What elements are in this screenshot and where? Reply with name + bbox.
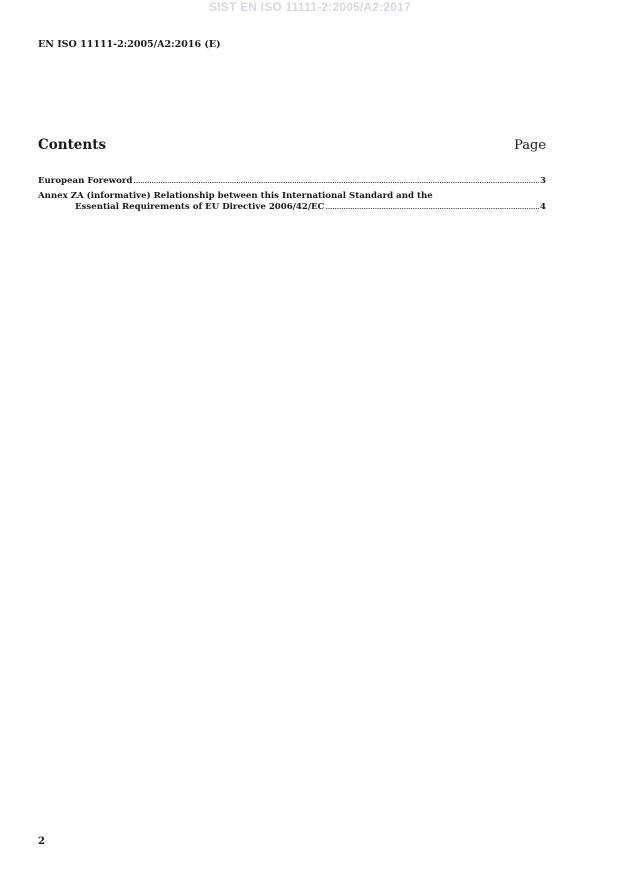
- toc-entry-title-line1: Annex ZA (informative) Relationship between this International Standard and the: [38, 191, 433, 201]
- contents-title: Contents: [38, 137, 107, 153]
- page-column-label: Page: [514, 138, 546, 153]
- toc-entry-european-foreword[interactable]: [38, 176, 546, 187]
- watermark: SIST EN ISO 11111-2:2005/A2:2017: [209, 0, 411, 14]
- toc-entry-page: 4: [540, 202, 546, 212]
- page-number: 2: [38, 836, 45, 847]
- toc-leader-dots: [133, 176, 539, 187]
- toc-entry-annex-za[interactable]: [38, 191, 546, 213]
- toc-entry-title-line2: Essential Requirements of EU Directive 2006/42/EC: [75, 202, 325, 212]
- toc-leader-dots: [325, 202, 539, 213]
- toc-entry-page: 3: [540, 176, 546, 186]
- contents-heading-row: [38, 137, 546, 153]
- document-id-header: EN ISO 11111-2:2005/A2:2016 (E): [38, 39, 221, 50]
- table-of-contents: [38, 176, 546, 213]
- toc-entry-title: European Foreword: [38, 176, 133, 186]
